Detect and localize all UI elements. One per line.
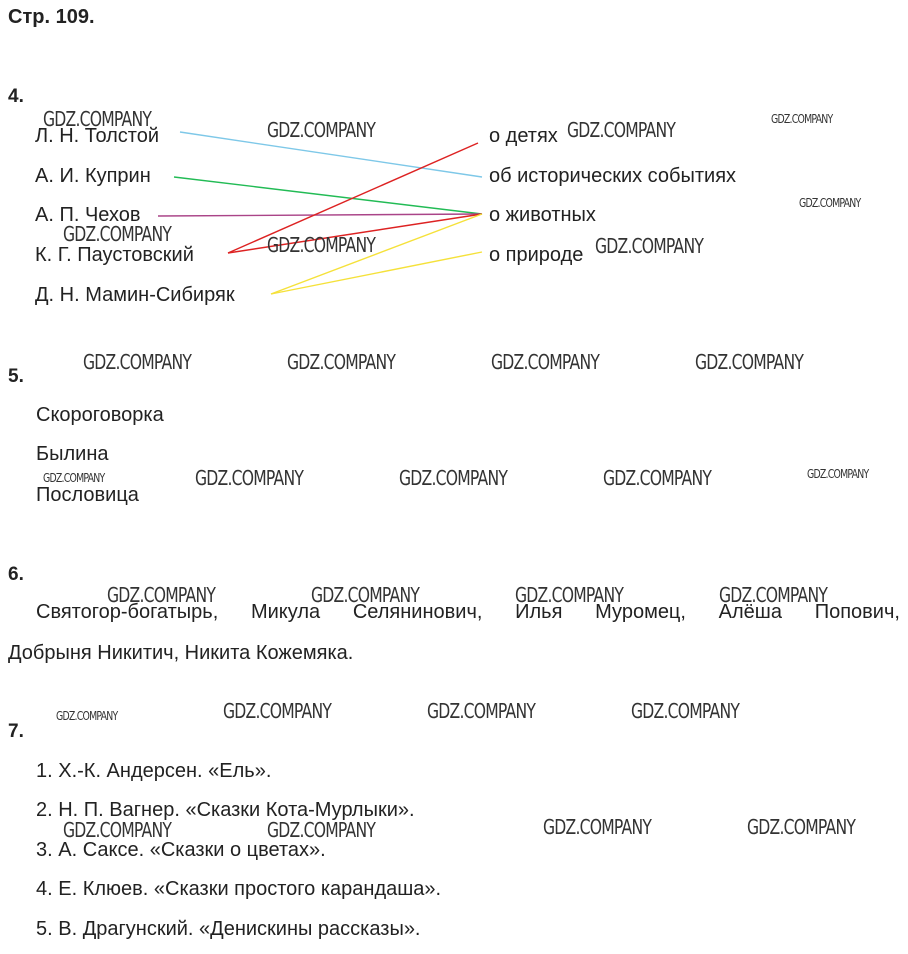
watermark: GDZ.COMPANY — [807, 467, 869, 481]
topic-nature: о природе — [489, 244, 584, 266]
watermark: GDZ.COMPANY — [603, 466, 712, 490]
task4-number: 4. — [8, 86, 24, 107]
author-chekhov: А. П. Чехов — [35, 204, 141, 226]
book-item: 3. А. Саксе. «Сказки о цветах». — [36, 839, 326, 861]
watermark: GDZ.COMPANY — [631, 699, 740, 723]
hero-word: Святогор-богатырь, — [36, 601, 219, 623]
task5-number: 5. — [8, 366, 24, 387]
match-line — [271, 252, 482, 294]
watermark: GDZ.COMPANY — [719, 583, 828, 607]
watermark: GDZ.COMPANY — [799, 196, 861, 210]
genre-item: Былина — [36, 443, 109, 465]
watermark: GDZ.COMPANY — [63, 222, 172, 246]
author-mamin-sibiryak: Д. Н. Мамин-Сибиряк — [35, 284, 235, 306]
watermark: GDZ.COMPANY — [543, 815, 652, 839]
watermark: GDZ.COMPANY — [56, 709, 118, 723]
watermark: GDZ.COMPANY — [43, 107, 152, 131]
watermark: GDZ.COMPANY — [595, 234, 704, 258]
watermark: GDZ.COMPANY — [695, 350, 804, 374]
hero-word: Илья — [515, 601, 563, 623]
watermark: GDZ.COMPANY — [287, 350, 396, 374]
topic-children: о детях — [489, 125, 558, 147]
page-title: Стр. 109. — [8, 6, 95, 28]
hero-word: Алёша — [718, 601, 782, 623]
watermark: GDZ.COMPANY — [107, 583, 216, 607]
watermark: GDZ.COMPANY — [43, 471, 105, 485]
author-kuprin: А. И. Куприн — [35, 165, 151, 187]
watermark: GDZ.COMPANY — [63, 818, 172, 842]
hero-word: Муромец, — [595, 601, 686, 623]
watermark: GDZ.COMPANY — [491, 350, 600, 374]
topic-history: об исторических событиях — [489, 165, 737, 187]
genre-item: Скороговорка — [36, 404, 164, 426]
hero-word: Микула — [250, 601, 321, 623]
watermark: GDZ.COMPANY — [267, 233, 376, 257]
book-item: 2. Н. П. Вагнер. «Сказки Кота-Мурлыки». — [36, 799, 415, 821]
watermark: GDZ.COMPANY — [771, 112, 833, 126]
author-paustovsky: К. Г. Паустовский — [35, 244, 194, 266]
watermark: GDZ.COMPANY — [267, 818, 376, 842]
watermark: GDZ.COMPANY — [195, 466, 304, 490]
watermark: GDZ.COMPANY — [515, 583, 624, 607]
match-line — [158, 214, 482, 216]
hero-word: Попович, — [814, 601, 900, 623]
watermark: GDZ.COMPANY — [427, 699, 536, 723]
watermark: GDZ.COMPANY — [399, 466, 508, 490]
topic-animals: о животных — [489, 204, 596, 226]
task6-number: 6. — [8, 564, 24, 585]
watermark: GDZ.COMPANY — [267, 118, 376, 142]
author-tolstoy: Л. Н. Толстой — [35, 125, 160, 147]
task7-number: 7. — [8, 721, 24, 742]
book-item: 4. Е. Клюев. «Сказки простого карандаша». — [36, 878, 442, 900]
watermark: GDZ.COMPANY — [747, 815, 856, 839]
watermark: GDZ.COMPANY — [567, 118, 676, 142]
watermark: GDZ.COMPANY — [83, 350, 192, 374]
hero-word: Селянинович, — [352, 601, 483, 623]
heroes-line-2: Добрыня Никитич, Никита Кожемяка. — [8, 642, 354, 664]
watermark: GDZ.COMPANY — [311, 583, 420, 607]
book-item: 5. В. Драгунский. «Денискины рассказы». — [36, 918, 421, 940]
watermark: GDZ.COMPANY — [223, 699, 332, 723]
genre-item: Пословица — [36, 484, 139, 506]
book-item: 1. Х.-К. Андерсен. «Ель». — [36, 760, 272, 782]
